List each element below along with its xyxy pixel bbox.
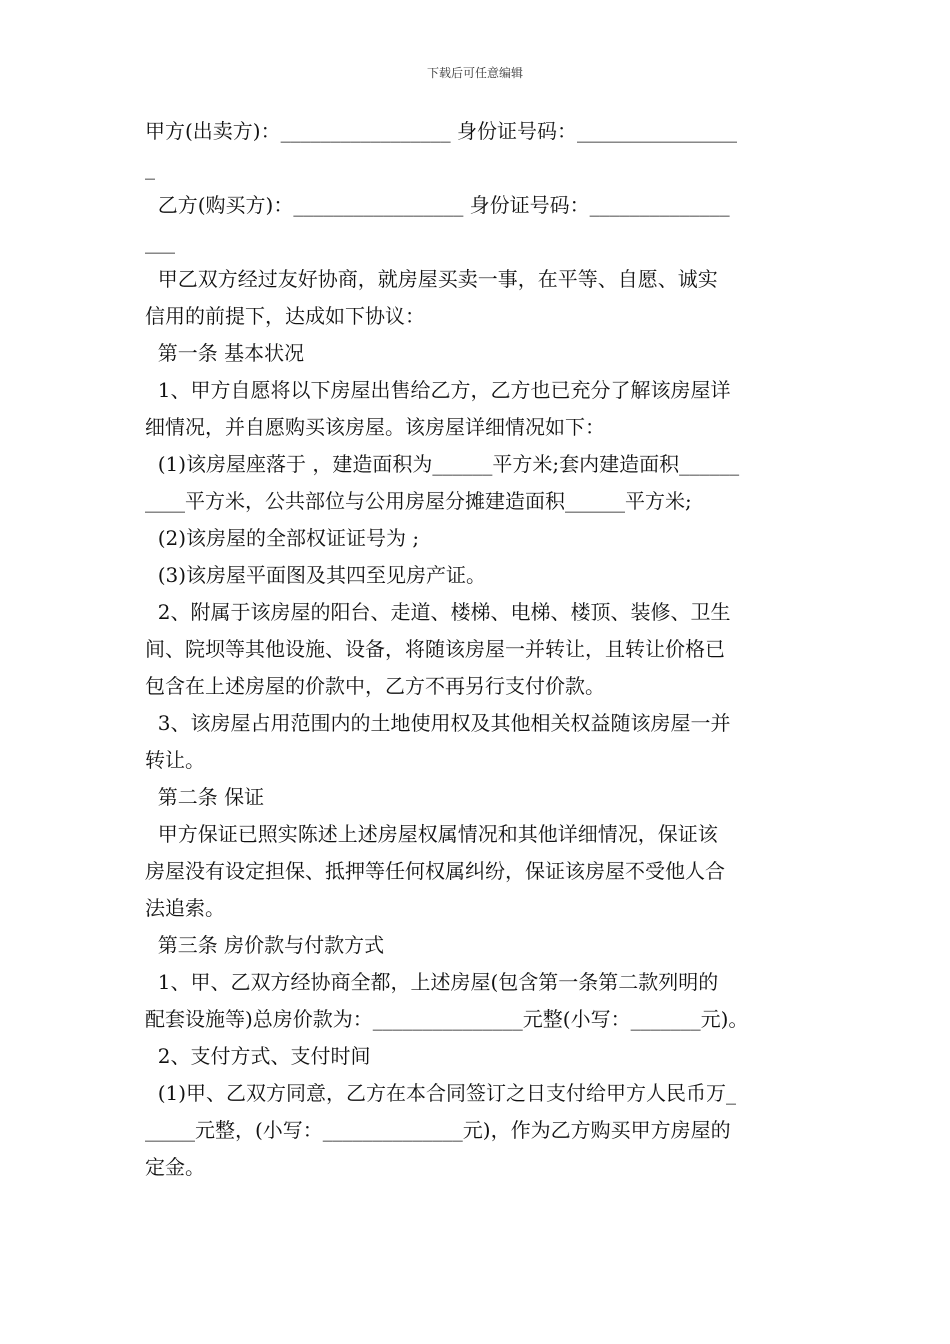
text-line: 包含在上述房屋的价款中，乙方不再另行支付价款。 (145, 674, 605, 698)
text-line: 信用的前提下，达成如下协议： (145, 304, 425, 328)
section-heading: 第二条 保证 (145, 785, 265, 809)
text-line: 3、该房屋占用范围内的土地使用权及其他相关权益随该房屋一并 (145, 711, 731, 735)
text-line: 2、支付方式、支付时间 (145, 1044, 371, 1068)
text-line: 1、甲、乙双方经协商全都，上述房屋(包含第一条第二款列明的 (145, 970, 719, 994)
text-line: (1)甲、乙双方同意，乙方在本合同签订之日支付给甲方人民币万_ (145, 1081, 737, 1105)
text-line: 法追索。 (145, 896, 225, 920)
text-line: 配套设施等)总房价款为：_______________元整(小写：_______元)。 (145, 1007, 749, 1031)
text-line: 乙方(购买方)：_________________ 身份证号码：______________ (145, 193, 730, 217)
text-line: 甲方(出卖方)：_________________ 身份证号码：________________ (145, 119, 737, 143)
text-line: ____平方米，公共部位与公用房屋分摊建造面积______平方米; (145, 489, 692, 513)
text-line: 1、甲方自愿将以下房屋出售给乙方，乙方也已充分了解该房屋详 (145, 378, 731, 402)
text-line: 甲乙双方经过友好协商，就房屋买卖一事，在平等、自愿、诚实 (145, 267, 718, 291)
text-line: 定金。 (145, 1155, 205, 1179)
text-line: 甲方保证已照实陈述上述房屋权属情况和其他详细情况，保证该 (145, 822, 718, 846)
text-line: (2)该房屋的全部权证证号为 ; (145, 526, 420, 550)
text-line: 间、院坝等其他设施、设备，将随该房屋一并转让，且转让价格已 (145, 637, 725, 661)
text-line: _ (145, 156, 155, 180)
text-line: 转让。 (145, 748, 205, 772)
contract-body (145, 113, 810, 1186)
text-line: ___ (145, 230, 175, 254)
text-line: 房屋没有设定担保、抵押等任何权属纠纷，保证该房屋不受他人合 (145, 859, 725, 883)
text-line: (1)该房屋座落于 ，建造面积为______平方米;套内建造面积______ (145, 452, 740, 476)
section-heading: 第一条 基本状况 (145, 341, 305, 365)
text-line: 2、附属于该房屋的阳台、走道、楼梯、电梯、楼顶、装修、卫生 (145, 600, 731, 624)
section-heading: 第三条 房价款与付款方式 (145, 933, 385, 957)
text-line: (3)该房屋平面图及其四至见房产证。 (145, 563, 487, 587)
text-line: _____元整，(小写：______________元)，作为乙方购买甲方房屋的 (145, 1118, 731, 1142)
text-line: 细情况，并自愿购买该房屋。该房屋详细情况如下： (145, 415, 605, 439)
header-note: 下载后可任意编辑 (426, 66, 523, 80)
